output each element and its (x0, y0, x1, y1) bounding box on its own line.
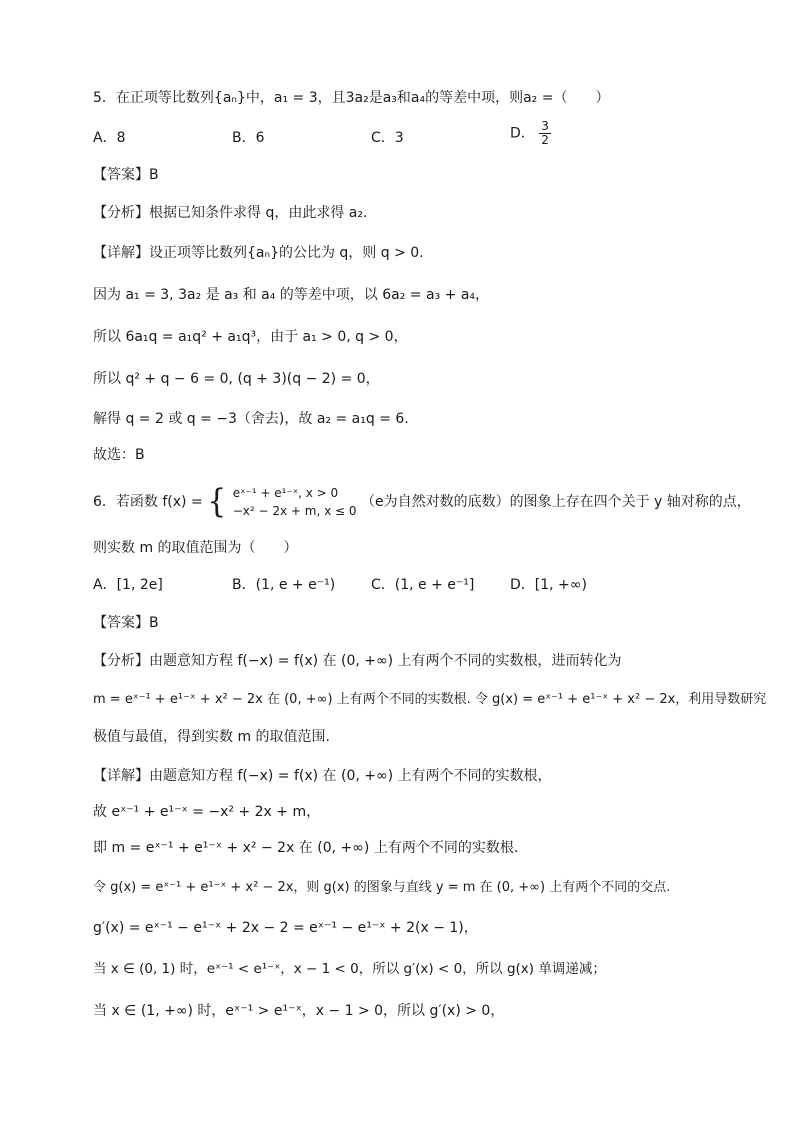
q6-answer: 【答案】B (93, 615, 159, 631)
q6-option-a: A．[1, 2e] (93, 577, 163, 593)
q6-detail-5: g′(x) = eˣ⁻¹ − e¹⁻ˣ + 2x − 2 = eˣ⁻¹ − e¹⁻ˣ + 2(x − 1)， (93, 920, 478, 936)
q5-choose: 故选：B (93, 447, 145, 463)
q6-detail-7: 当 x ∈ (1, +∞) 时，eˣ⁻¹ > e¹⁻ˣ，x − 1 > 0，所以 g′(x) > 0， (93, 1003, 505, 1019)
q5-stem: 5．在正项等比数列{aₙ}中，a₁ = 3，且3a₂是a₃和a₄的等差中项，则a₂ =（ ） (93, 90, 610, 106)
q5-detail-3: 所以 6a₁q = a₁q² + a₁q³，由于 a₁ > 0, q > 0， (93, 329, 408, 345)
q6-stem-suffix: （e为自然对数的底数）的图象上存在四个关于 y 轴对称的点， (360, 494, 751, 510)
q5-detail-5: 解得 q = 2 或 q = −3（舍去)，故 a₂ = a₁q = 6. (93, 411, 409, 427)
q6-stem-prefix: 6．若函数 f(x) = (93, 494, 203, 510)
q5-answer: 【答案】B (93, 167, 159, 183)
q6-detail-2: 故 eˣ⁻¹ + e¹⁻ˣ = −x² + 2x + m， (93, 804, 321, 820)
q6-option-d: D．[1, +∞) (510, 577, 587, 593)
q6-stem-2: 则实数 m 的取值范围为（ ） (93, 540, 298, 556)
piecewise-case-1: eˣ⁻¹ + e¹⁻ˣ, x > 0 (232, 486, 339, 500)
piecewise-case-2: −x² − 2x + m, x ≤ 0 (232, 504, 357, 518)
q6-option-b: B．(1, e + e⁻¹) (232, 577, 336, 593)
q5-option-d-label: D． (510, 125, 535, 142)
q5-option-d-numerator: 3 (541, 119, 549, 133)
q5-detail-1: 【详解】设正项等比数列{aₙ}的公比为 q，则 q > 0. (93, 245, 424, 261)
piecewise-brace: { (207, 482, 227, 521)
q5-detail-4: 所以 q² + q − 6 = 0, (q + 3)(q − 2) = 0， (93, 371, 380, 387)
q5-option-c: C．3 (371, 130, 404, 146)
q6-analysis-1: 【分析】由题意知方程 f(−x) = f(x) 在 (0, +∞) 上有两个不同的实数根，进而转化为 (93, 653, 622, 669)
q5-detail-2: 因为 a₁ = 3, 3a₂ 是 a₃ 和 a₄ 的等差中项，以 6a₂ = a₃ + a₄， (93, 287, 490, 303)
q6-option-c: C．(1, e + e⁻¹] (371, 577, 475, 593)
q6-analysis-3: 极值与最值，得到实数 m 的取值范围. (93, 729, 330, 745)
piecewise-cases (233, 484, 357, 520)
q6-detail-6: 当 x ∈ (0, 1) 时，eˣ⁻¹ < e¹⁻ˣ，x − 1 < 0，所以 g′(x) < 0，所以 g(x) 单调递减； (93, 961, 606, 977)
q5-option-d-denominator: 2 (541, 133, 549, 147)
q6-stem (93, 482, 751, 522)
q6-detail-4: 令 g(x) = eˣ⁻¹ + e¹⁻ˣ + x² − 2x，则 g(x) 的图象与直线 y = m 在 (0, +∞) 上有两个不同的交点. (93, 880, 671, 895)
q6-detail-1: 【详解】由题意知方程 f(−x) = f(x) 在 (0, +∞) 上有两个不同的实数根， (93, 768, 552, 784)
q5-option-b: B．6 (232, 130, 265, 146)
q5-option-a: A．8 (93, 130, 126, 146)
q6-detail-3: 即 m = eˣ⁻¹ + e¹⁻ˣ + x² − 2x 在 (0, +∞) 上有两个不同的实数根. (93, 840, 519, 856)
q5-analysis: 【分析】根据已知条件求得 q，由此求得 a₂. (93, 205, 368, 221)
q5-option-d (510, 120, 551, 147)
q5-option-d-fraction (539, 120, 551, 147)
q6-analysis-2: m = eˣ⁻¹ + e¹⁻ˣ + x² − 2x 在 (0, +∞) 上有两个不同的实数根. 令 g(x) = eˣ⁻¹ + e¹⁻ˣ + x² − 2x，利用导数研究 (93, 692, 767, 707)
